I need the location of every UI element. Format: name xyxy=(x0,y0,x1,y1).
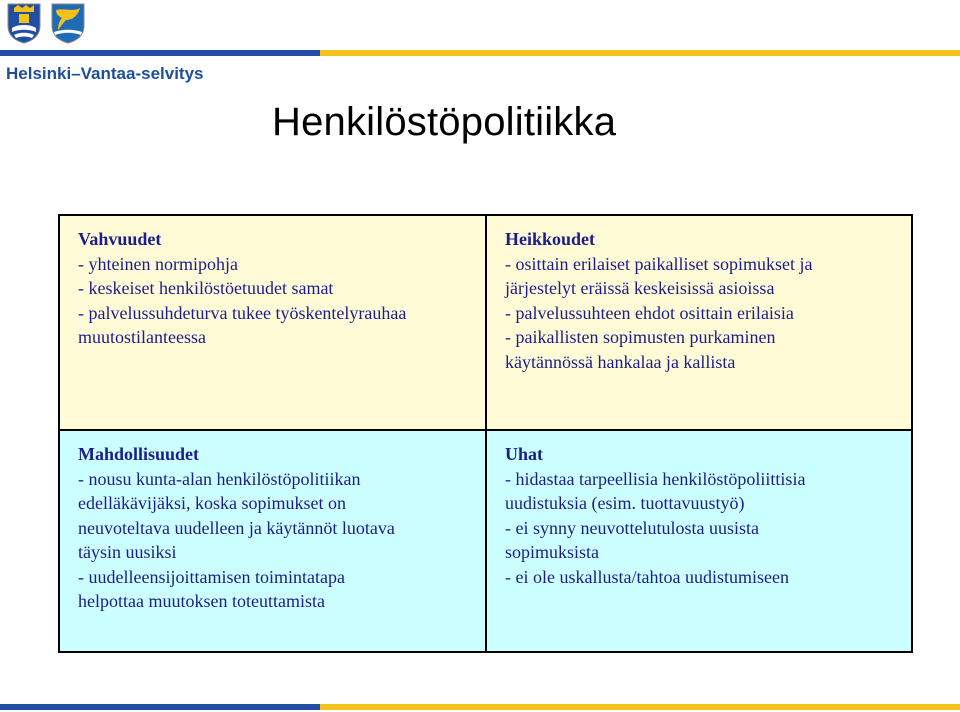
strengths-line: - yhteinen normipohja xyxy=(78,253,238,274)
footer-color-bar xyxy=(0,704,960,710)
header-bar-blue-segment xyxy=(0,50,320,56)
brand-name: Helsinki–Vantaa-selvitys xyxy=(6,64,204,83)
threats-line: - hidastaa tarpeellisia henkilöstöpoliittisia xyxy=(505,468,806,489)
helsinki-crest-icon xyxy=(6,2,42,44)
opportunities-line: - uudelleensijoittamisen toimintatapa xyxy=(78,566,345,587)
header-bar-yellow-segment xyxy=(320,50,960,56)
opportunities-heading: Mahdollisuudet xyxy=(78,444,200,464)
strengths-heading: Vahvuudet xyxy=(78,229,162,249)
footer-bar-yellow-segment xyxy=(320,704,960,710)
header-color-bar xyxy=(0,50,960,56)
footer-bar-blue-segment xyxy=(0,704,320,710)
weaknesses-line: järjestelyt eräissä keskeisissä asioissa xyxy=(505,278,775,298)
threats-line: - ei synny neuvottelutulosta uusista xyxy=(505,517,759,538)
weaknesses-heading: Heikkoudet xyxy=(505,229,596,249)
strengths-line: - palvelussuhdeturva tukee työskentelyrauhaa xyxy=(78,302,407,323)
strengths-line: muutostilanteessa xyxy=(78,327,206,347)
swot-opportunities-cell xyxy=(60,431,487,651)
weaknesses-line: - osittain erilaiset paikalliset sopimukset ja xyxy=(505,253,813,274)
opportunities-line: - nousu kunta-alan henkilöstöpolitiikan xyxy=(78,468,361,489)
threats-heading: Uhat xyxy=(505,444,544,464)
opportunities-line: edelläkävijäksi, koska sopimukset on xyxy=(78,493,346,513)
vantaa-crest-icon xyxy=(50,2,86,44)
weaknesses-line: käytännössä hankalaa ja kallista xyxy=(505,351,736,372)
page-title: Henkilöstöpolitiikka xyxy=(272,100,617,144)
threats-line: - ei ole uskallusta/tahtoa uudistumiseen xyxy=(505,566,789,587)
threats-line: sopimuksista xyxy=(505,542,600,562)
swot-weaknesses-cell xyxy=(487,216,911,431)
opportunities-line: helpottaa muutoksen toteuttamista xyxy=(78,591,325,611)
threats-line: uudistuksia (esim. tuottavuustyö) xyxy=(505,493,745,513)
weaknesses-line: - palvelussuhteen ehdot osittain erilaisia xyxy=(505,302,794,323)
swot-table xyxy=(58,214,913,653)
opportunities-line: täysin uusiksi xyxy=(78,542,177,562)
swot-threats-cell xyxy=(487,431,911,651)
opportunities-line: neuvoteltava uudelleen ja käytännöt luotava xyxy=(78,517,395,538)
strengths-line: - keskeiset henkilöstöetuudet samat xyxy=(78,278,334,298)
weaknesses-line: - paikallisten sopimusten purkaminen xyxy=(505,327,776,347)
swot-strengths-cell xyxy=(60,216,487,431)
